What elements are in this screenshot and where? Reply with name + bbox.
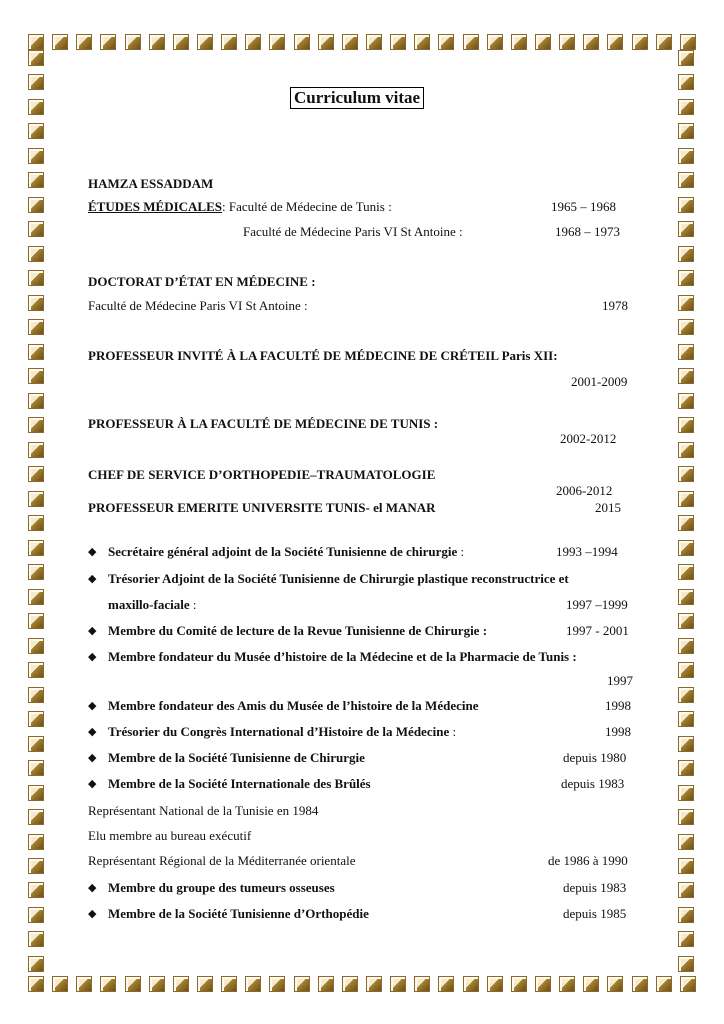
- bullet-icon: ◆: [88, 752, 97, 764]
- border-tile: [221, 976, 237, 992]
- bullet-icon: ◆: [88, 573, 97, 585]
- border-tile: [245, 976, 261, 992]
- plain-line-2: Elu membre au bureau exécutif: [88, 828, 252, 843]
- etudes-line1-years: 1965 – 1968: [551, 199, 616, 214]
- border-tile: [438, 976, 454, 992]
- border-tile: [678, 491, 694, 507]
- border-tile: [28, 638, 44, 654]
- person-name: HAMZA ESSADDAM: [88, 176, 214, 191]
- border-tile: [173, 34, 189, 50]
- bullet-item-2-cont-text: maxillo-faciale: [108, 597, 190, 612]
- border-tile: [678, 221, 694, 237]
- border-tile: [269, 976, 285, 992]
- border-tile: [28, 976, 44, 992]
- border-tile: [678, 907, 694, 923]
- bullet-item-2-text: Trésorier Adjoint de la Société Tunisienne de Chirurgie plastique reconstructrice et: [108, 571, 569, 586]
- border-tile: [28, 270, 44, 286]
- border-tile: [487, 34, 503, 50]
- bullet-item-6-tail: :: [449, 724, 457, 739]
- bullet-item-9-text: Membre du groupe des tumeurs osseuses: [108, 880, 335, 895]
- border-tile: [28, 123, 44, 139]
- bullet-icon: ◆: [88, 651, 97, 663]
- border-tile: [678, 931, 694, 947]
- bullet-item-2-years: 1997 –1999: [566, 597, 628, 612]
- border-tile: [678, 834, 694, 850]
- border-tile: [656, 34, 672, 50]
- border-tile: [28, 491, 44, 507]
- etudes-heading: ÉTUDES MÉDICALES: [88, 199, 223, 214]
- bullet-item-1-tail: :: [457, 544, 465, 559]
- border-tile: [28, 662, 44, 678]
- bullet-item-5-years: 1998: [605, 698, 631, 713]
- doctorat-heading: DOCTORAT D’ÉTAT EN MÉDECINE :: [88, 274, 316, 289]
- border-tile: [28, 221, 44, 237]
- border-left: [28, 50, 46, 972]
- border-tile: [678, 393, 694, 409]
- border-tile: [52, 976, 68, 992]
- border-tile: [678, 515, 694, 531]
- border-tile: [28, 50, 44, 66]
- border-tile: [125, 34, 141, 50]
- border-tile: [678, 197, 694, 213]
- border-tile: [678, 344, 694, 360]
- border-tile: [28, 564, 44, 580]
- border-tile: [100, 976, 116, 992]
- bullet-item-7-years: depuis 1980: [563, 750, 627, 765]
- border-right: [678, 50, 696, 972]
- border-tile: [294, 34, 310, 50]
- bullet-icon: ◆: [88, 908, 97, 920]
- border-tile: [678, 123, 694, 139]
- border-tile: [366, 976, 382, 992]
- border-tile: [28, 99, 44, 115]
- plain-line-3: Représentant Régional de la Méditerranée orientale: [88, 853, 356, 868]
- border-tile: [559, 976, 575, 992]
- border-tile: [173, 976, 189, 992]
- border-tile: [678, 564, 694, 580]
- bullet-item-2-cont: [108, 597, 196, 613]
- border-tile: [680, 34, 696, 50]
- border-tile: [149, 34, 165, 50]
- emerite-heading: PROFESSEUR EMERITE UNIVERSITE TUNIS- el MANAR: [88, 500, 436, 515]
- border-tile: [511, 34, 527, 50]
- border-tile: [535, 976, 551, 992]
- border-tile: [28, 172, 44, 188]
- border-tile: [28, 417, 44, 433]
- doctorat-year: 1978: [602, 298, 628, 313]
- border-tile: [678, 50, 694, 66]
- border-tile: [559, 34, 575, 50]
- bullet-item-10-text: Membre de la Société Tunisienne d’Orthopédie: [108, 906, 369, 921]
- border-tile: [583, 34, 599, 50]
- border-tile: [511, 976, 527, 992]
- border-tile: [28, 613, 44, 629]
- border-tile: [28, 393, 44, 409]
- border-tile: [583, 976, 599, 992]
- plain-line-3-years: de 1986 à 1990: [548, 853, 628, 868]
- border-tile: [414, 34, 430, 50]
- bullet-item-4-text: Membre fondateur du Musée d’histoire de la Médecine et de la Pharmacie de Tunis :: [108, 649, 577, 664]
- bullet-item-3-years: 1997 - 2001: [566, 623, 629, 638]
- border-tile: [680, 976, 696, 992]
- border-tile: [678, 295, 694, 311]
- border-tile: [678, 687, 694, 703]
- bullet-item-9-years: depuis 1983: [563, 880, 627, 895]
- etudes-line-1: [88, 199, 392, 215]
- bullet-item-1-years: 1993 –1994: [556, 544, 618, 559]
- border-tile: [28, 956, 44, 972]
- border-bottom: [28, 976, 696, 994]
- border-tile: [28, 931, 44, 947]
- border-tile: [438, 34, 454, 50]
- border-tile: [76, 34, 92, 50]
- border-tile: [678, 368, 694, 384]
- border-tile: [678, 442, 694, 458]
- emerite-year: 2015: [595, 500, 621, 515]
- etudes-line2-text: Faculté de Médecine Paris VI St Antoine :: [243, 224, 463, 239]
- border-tile: [678, 246, 694, 262]
- creteil-heading: PROFESSEUR INVITÉ À LA FACULTÉ DE MÉDECINE DE CRÉTEIL Paris XII:: [88, 348, 558, 363]
- border-tile: [125, 976, 141, 992]
- border-tile: [390, 34, 406, 50]
- border-tile: [390, 976, 406, 992]
- border-tile: [28, 442, 44, 458]
- border-tile: [487, 976, 503, 992]
- border-tile: [607, 34, 623, 50]
- border-tile: [678, 319, 694, 335]
- border-top: [28, 34, 696, 52]
- border-tile: [28, 466, 44, 482]
- border-tile: [678, 785, 694, 801]
- border-tile: [28, 246, 44, 262]
- border-tile: [28, 344, 44, 360]
- border-tile: [28, 319, 44, 335]
- bullet-icon: ◆: [88, 546, 97, 558]
- border-tile: [463, 34, 479, 50]
- border-tile: [414, 976, 430, 992]
- bullet-item-6-text: Trésorier du Congrès International d’Histoire de la Médecine: [108, 724, 450, 739]
- border-tile: [52, 34, 68, 50]
- border-tile: [678, 99, 694, 115]
- border-tile: [632, 976, 648, 992]
- border-tile: [678, 540, 694, 556]
- border-tile: [28, 515, 44, 531]
- border-tile: [678, 809, 694, 825]
- border-tile: [100, 34, 116, 50]
- border-tile: [678, 172, 694, 188]
- border-tile: [678, 662, 694, 678]
- border-tile: [678, 858, 694, 874]
- border-tile: [245, 34, 261, 50]
- border-tile: [76, 976, 92, 992]
- border-tile: [28, 74, 44, 90]
- border-tile: [342, 976, 358, 992]
- border-tile: [28, 882, 44, 898]
- border-tile: [678, 148, 694, 164]
- border-tile: [535, 34, 551, 50]
- plain-line-1: Représentant National de la Tunisie en 1984: [88, 803, 319, 818]
- border-tile: [28, 711, 44, 727]
- border-tile: [607, 976, 623, 992]
- bullet-item-7-text: Membre de la Société Tunisienne de Chirurgie: [108, 750, 365, 765]
- etudes-line2-years: 1968 – 1973: [555, 224, 620, 239]
- border-tile: [656, 976, 672, 992]
- border-tile: [678, 882, 694, 898]
- border-tile: [678, 417, 694, 433]
- border-tile: [678, 270, 694, 286]
- border-tile: [28, 858, 44, 874]
- border-tile: [28, 687, 44, 703]
- bullet-item-3-text: Membre du Comité de lecture de la Revue Tunisienne de Chirurgie :: [108, 623, 488, 638]
- border-tile: [678, 711, 694, 727]
- border-tile: [149, 976, 165, 992]
- border-tile: [342, 34, 358, 50]
- border-tile: [28, 34, 44, 50]
- bullet-item-1-text: Secrétaire général adjoint de la Société Tunisienne de chirurgie: [108, 544, 458, 559]
- border-tile: [678, 613, 694, 629]
- border-tile: [197, 34, 213, 50]
- border-tile: [221, 34, 237, 50]
- bullet-item-5-text: Membre fondateur des Amis du Musée de l’histoire de la Médecine: [108, 698, 479, 713]
- border-tile: [28, 148, 44, 164]
- chef-years: 2006-2012: [556, 483, 613, 498]
- creteil-years: 2001-2009: [571, 374, 628, 389]
- bullet-item-6: [108, 724, 456, 740]
- border-tile: [28, 736, 44, 752]
- border-tile: [28, 809, 44, 825]
- border-tile: [28, 907, 44, 923]
- border-tile: [28, 589, 44, 605]
- border-tile: [294, 976, 310, 992]
- border-tile: [28, 785, 44, 801]
- bullet-item-10-years: depuis 1985: [563, 906, 627, 921]
- border-tile: [28, 540, 44, 556]
- border-tile: [28, 197, 44, 213]
- border-tile: [28, 295, 44, 311]
- border-tile: [678, 589, 694, 605]
- border-tile: [632, 34, 648, 50]
- border-tile: [197, 976, 213, 992]
- border-tile: [678, 956, 694, 972]
- border-tile: [678, 466, 694, 482]
- bullet-item-4-years: 1997: [607, 673, 633, 688]
- tunis-years: 2002-2012: [560, 431, 617, 446]
- bullet-icon: ◆: [88, 882, 97, 894]
- border-tile: [28, 834, 44, 850]
- bullet-icon: ◆: [88, 778, 97, 790]
- border-tile: [678, 736, 694, 752]
- doctorat-line: Faculté de Médecine Paris VI St Antoine :: [88, 298, 308, 313]
- chef-heading: CHEF DE SERVICE D’ORTHOPEDIE–TRAUMATOLOGIE: [88, 467, 436, 482]
- bullet-item-1: [108, 544, 464, 560]
- border-tile: [678, 74, 694, 90]
- border-tile: [463, 976, 479, 992]
- border-tile: [678, 760, 694, 776]
- bullet-icon: ◆: [88, 625, 97, 637]
- border-tile: [318, 976, 334, 992]
- border-tile: [269, 34, 285, 50]
- border-tile: [678, 638, 694, 654]
- bullet-icon: ◆: [88, 700, 97, 712]
- border-tile: [28, 368, 44, 384]
- bullet-item-8-years: depuis 1983: [561, 776, 625, 791]
- border-tile: [366, 34, 382, 50]
- border-tile: [28, 760, 44, 776]
- bullet-item-6-years: 1998: [605, 724, 631, 739]
- bullet-item-2-tail: :: [189, 597, 197, 612]
- border-tile: [318, 34, 334, 50]
- etudes-line1-text: : Faculté de Médecine de Tunis :: [222, 199, 392, 214]
- document-title: Curriculum vitae: [290, 87, 424, 109]
- bullet-item-8-text: Membre de la Société Internationale des Brûlés: [108, 776, 371, 791]
- bullet-icon: ◆: [88, 726, 97, 738]
- tunis-heading: PROFESSEUR À LA FACULTÉ DE MÉDECINE DE TUNIS :: [88, 416, 439, 431]
